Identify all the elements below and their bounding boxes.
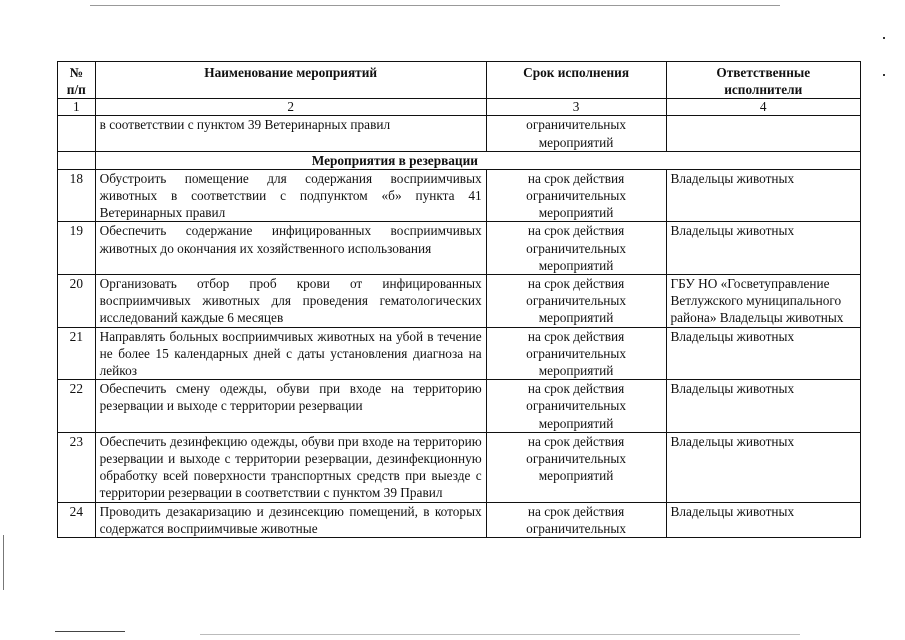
row-number xyxy=(58,116,96,151)
table-header-row xyxy=(58,62,861,99)
measure-responsible: Владельцы животных xyxy=(666,502,861,537)
table-row xyxy=(58,222,861,275)
header-term: Срок исполнения xyxy=(486,62,666,99)
scan-dot xyxy=(883,74,885,76)
row-number: 20 xyxy=(58,275,96,328)
scan-dot xyxy=(883,37,885,39)
table-row xyxy=(58,502,861,537)
row-number: 23 xyxy=(58,432,96,502)
table-row xyxy=(58,327,861,380)
column-number: 4 xyxy=(666,99,861,116)
measure-term: на срок действия ограничительных мероприятий xyxy=(486,380,666,433)
measure-term: на срок действия ограничительных мероприятий xyxy=(486,327,666,380)
table-row xyxy=(58,169,861,222)
measure-term: на срок действия ограничительных мероприятий xyxy=(486,275,666,328)
row-number: 21 xyxy=(58,327,96,380)
row-number: 19 xyxy=(58,222,96,275)
measure-responsible: Владельцы животных xyxy=(666,222,861,275)
table-row xyxy=(58,380,861,433)
measure-responsible: Владельцы животных xyxy=(666,327,861,380)
column-number: 1 xyxy=(58,99,96,116)
measure-name: Обеспечить содержание инфицированных восприимчивых животных до окончания их хозяйственного использования xyxy=(95,222,486,275)
measure-name: в соответствии с пунктом 39 Ветеринарных правил xyxy=(95,116,486,151)
column-number: 3 xyxy=(486,99,666,116)
row-number: 18 xyxy=(58,169,96,222)
measure-responsible: Владельцы животных xyxy=(666,169,861,222)
row-number: 22 xyxy=(58,380,96,433)
measure-name: Обустроить помещение для содержания восприимчивых животных в соответствии с подпунктом «б» пункта 41 Ветеринарных правил xyxy=(95,169,486,222)
scan-bottom-line xyxy=(200,634,800,635)
continuation-row xyxy=(58,116,861,151)
measures-table xyxy=(57,61,861,538)
section-row xyxy=(58,151,861,169)
measure-responsible: ГБУ НО «Госветуправление Ветлужского муниципального района» Владельцы животных xyxy=(666,275,861,328)
header-num: № п/п xyxy=(58,62,96,99)
measure-term: на срок действия ограничительных мероприятий xyxy=(486,432,666,502)
section-title: Мероприятия в резервации xyxy=(95,151,860,169)
measure-responsible xyxy=(666,116,861,151)
measure-responsible: Владельцы животных xyxy=(666,380,861,433)
measure-responsible: Владельцы животных xyxy=(666,432,861,502)
scan-edge-mark xyxy=(3,535,4,590)
row-number: 24 xyxy=(58,502,96,537)
measure-name: Проводить дезакаризацию и дезинсекцию помещений, в которых содержатся восприимчивые животные xyxy=(95,502,486,537)
column-number-row xyxy=(58,99,861,116)
measure-name: Организовать отбор проб крови от инфицированных восприимчивых животных для проведения гематологических исследований каждые 6 месяцев xyxy=(95,275,486,328)
header-resp: Ответственные исполнители xyxy=(666,62,861,99)
measure-term: ограничительных мероприятий xyxy=(486,116,666,151)
measure-name: Обеспечить дезинфекцию одежды, обуви при входе на территорию резервации и выходе с территории резервации, дезинфекционную обработку всей поверхности транспортных средств при выезде с территории резервации в соответствии с пунктом 39 Правил xyxy=(95,432,486,502)
table-row xyxy=(58,275,861,328)
measure-term: на срок действия ограничительных мероприятий xyxy=(486,222,666,275)
measure-term: на срок действия ограничительных мероприятий xyxy=(486,169,666,222)
table-row xyxy=(58,432,861,502)
measure-name: Направлять больных восприимчивых животных на убой в течение не более 15 календарных дней с даты установления диагноза на лейкоз xyxy=(95,327,486,380)
header-name: Наименование мероприятий xyxy=(95,62,486,99)
scan-top-line xyxy=(90,5,780,6)
scan-bottom-line xyxy=(55,631,125,632)
column-number: 2 xyxy=(95,99,486,116)
measure-term: на срок действия ограничительных xyxy=(486,502,666,537)
measure-name: Обеспечить смену одежды, обуви при входе на территорию резервации и выходе с территории резервации xyxy=(95,380,486,433)
